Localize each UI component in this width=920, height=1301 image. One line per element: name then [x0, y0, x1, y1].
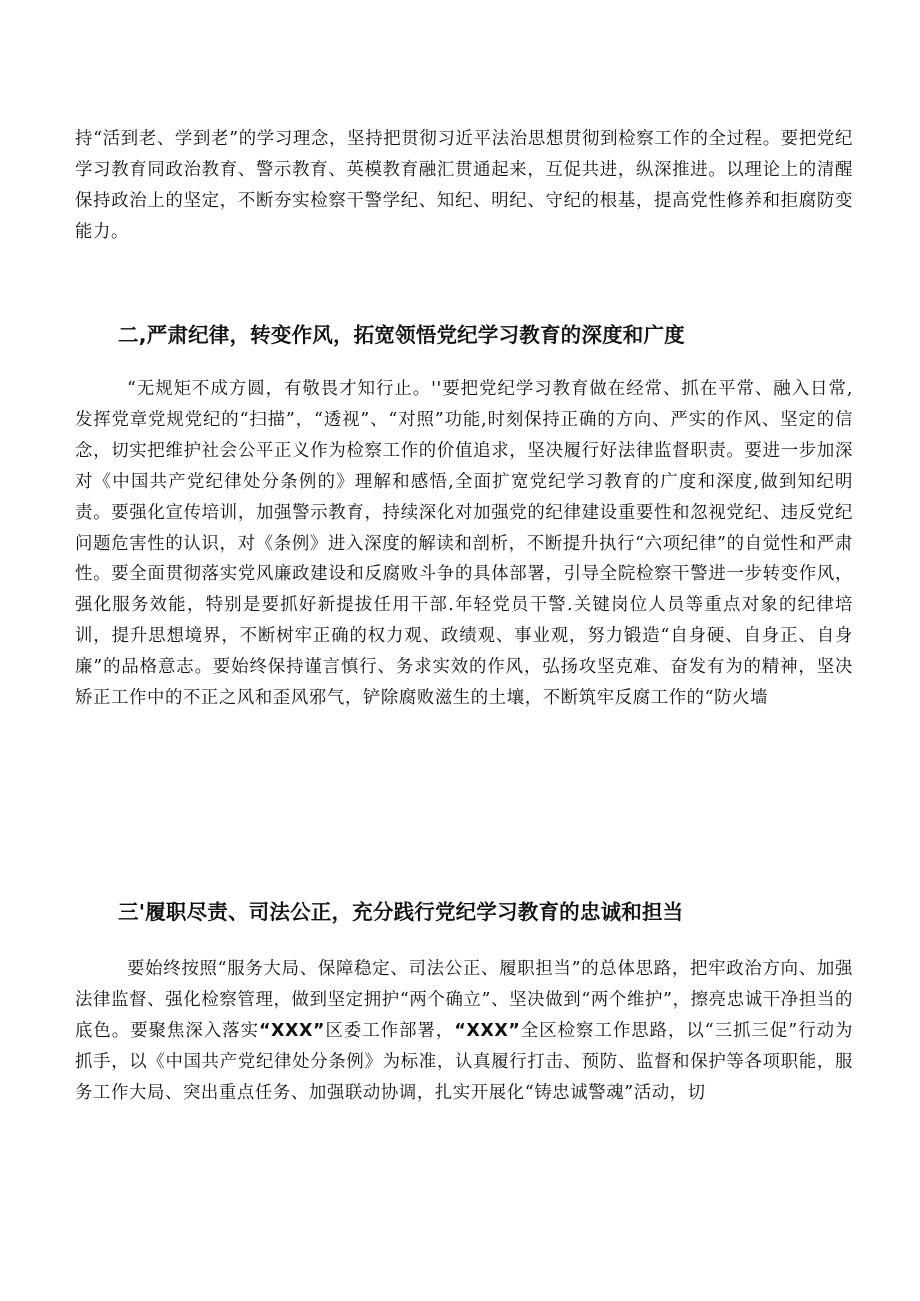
section-heading-3: 三'履职尽责、司法公正，充分践行党纪学习教育的忠诚和担当 [118, 900, 684, 924]
body-paragraph-1: 持“活到老、学到老”的学习理念，坚持把贯彻习近平法治思想贯彻到检察工作的全过程。要把党纪学习教育同政治教育、警示教育、英模教育融汇贯通起来，互促共进，纵深推进。以理论上的清醒保持政治上的坚定，不断夯实检察干警学纪、知纪、明纪、守纪的根基，提高党性修养和拒腐防变能力。 [75, 129, 853, 242]
section-2-paragraph: “无规矩不成方圆，有敬畏才知行止。''要把党纪学习教育做在经常、抓在平常、融入日常,发挥党章党规党纪的“扫描”，“透视”、“对照”功能,时刻保持正确的方向、严实的作风、坚定的信念，切实把维护社会公平正义作为检察工作的价值追求，坚决履行好法律监督职责。要进一步加深对《中国共产党纪律处分条例的》理解和感悟,全面扩宽党纪学习教育的广度和深度,做到知纪明责。要强化宣传培训，加强警示教育，持续深化对加强党的纪律建设重要性和忽视党纪、违反党纪问题危害性的认识，对《条例》进入深度的解读和剖析，不断提升执行“六项纪律”的自觉性和严肃性。要全面贯彻落实党风廉政建设和反腐败斗争的具体部署，引导全院检察干警进一步转变作风，强化服务效能，特别是要抓好新提拔任用干部.年轻党员干警.关键岗位人员等重点对象的纪律培训，提升思想境界，不断树牢正确的权力观、政绩观、事业观，努力锻造“自身硬、自身正、自身廉”的品格意志。要始终保持谨言慎行、务求实效的作风，弘扬攻坚克难、奋发有为的精神，坚决矫正工作中的不正之风和歪风邪气，铲除腐败滋生的土壤，不断筑牢反腐工作的“防火墙 [75, 379, 853, 709]
placeholder-bold-2: “XXX” [454, 1020, 521, 1041]
section-3-paragraph [75, 954, 853, 1109]
placeholder-bold-1: “XXX” [259, 1020, 326, 1041]
section-3-text-part-2: 区委工作部署， [325, 1020, 455, 1041]
section-heading-2: 二,严肃纪律，转变作风，拓宽领悟党纪学习教育的深度和广度 [118, 323, 685, 347]
section-3-text-part-1: 要始终按照“服务大局、保障稳定、司法公正、履职担当”的总体思路，把牢政治方向、加强法律监督、强化检察管理，做到坚定拥护“两个确立”、坚决做到“两个维护”，擦亮忠诚干净担当的底色。要聚焦深入落实 [75, 959, 853, 1041]
section-3-text-part-3: 全区检察工作思路，以“三抓三促”行动为抓手，以《中国共产党纪律处分条例》为标准，认真履行打击、预防、监督和保护等各项职能，服务工作大局、突出重点任务、加强联动协调，扎实开展化“铸忠诚警魂”活动，切 [75, 1020, 853, 1103]
